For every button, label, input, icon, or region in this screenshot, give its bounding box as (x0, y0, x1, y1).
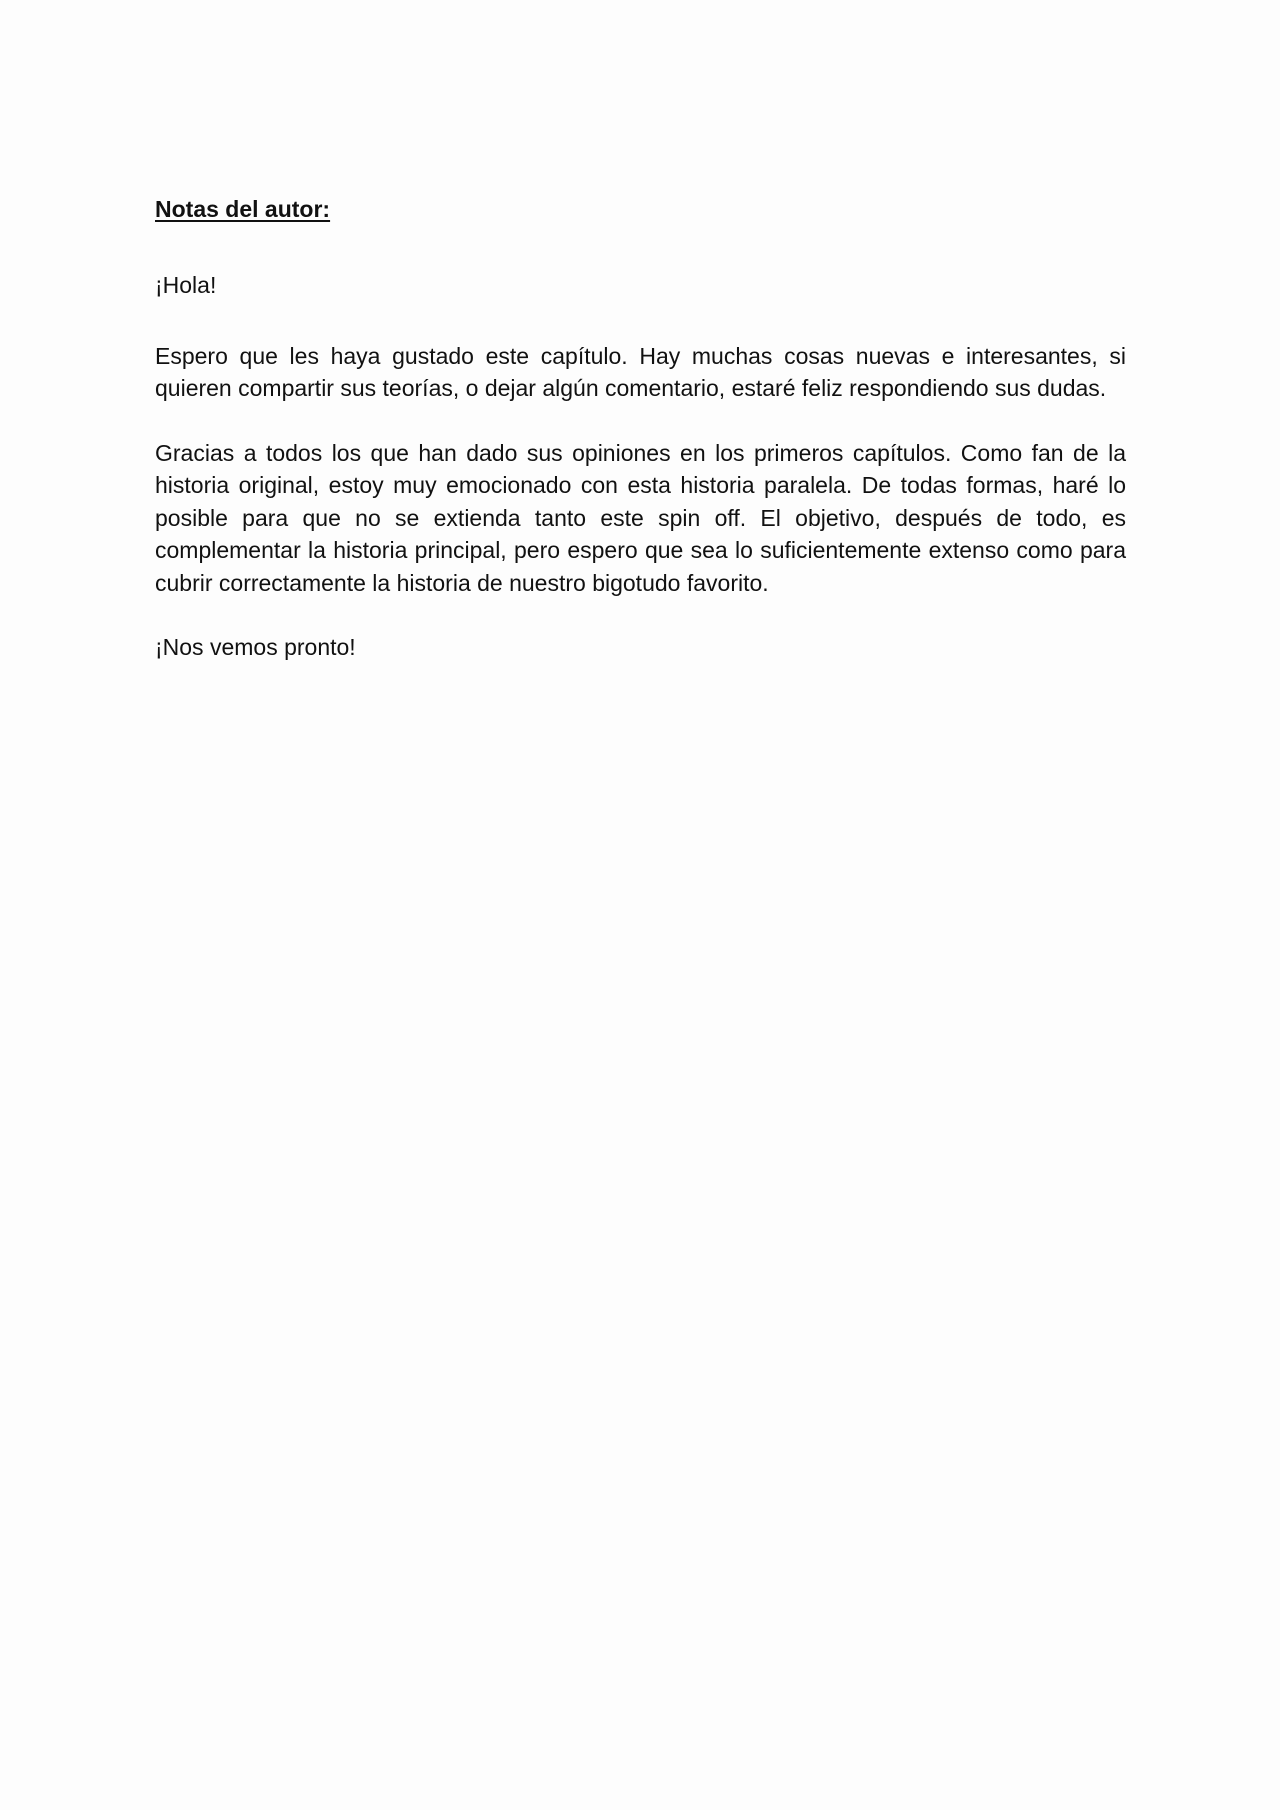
greeting-text: ¡Hola! (155, 272, 217, 298)
paragraph-1: Espero que les haya gustado este capítulo. Hay muchas cosas nuevas e interesantes, si quieren compartir sus teorías, o dejar algún comentario, estaré feliz respondiendo sus dudas. (155, 342, 1126, 401)
closing-text: ¡Nos vemos pronto! (155, 634, 356, 660)
paragraph-2: Gracias a todos los que han dado sus opiniones en los primeros capítulos. Como fan de la historia original, estoy muy emocionado con esta historia paralela. De todas formas, haré lo posible para que no se extienda tanto este spin off. El objetivo, después de todo, es complementar la historia principal, pero espero que sea lo suficientemente extenso como para cubrir correctamente la historia de nuestro bigotudo favorito. (155, 439, 1126, 596)
document-body (155, 194, 1126, 664)
notes-heading: Notas del autor: (155, 196, 331, 222)
